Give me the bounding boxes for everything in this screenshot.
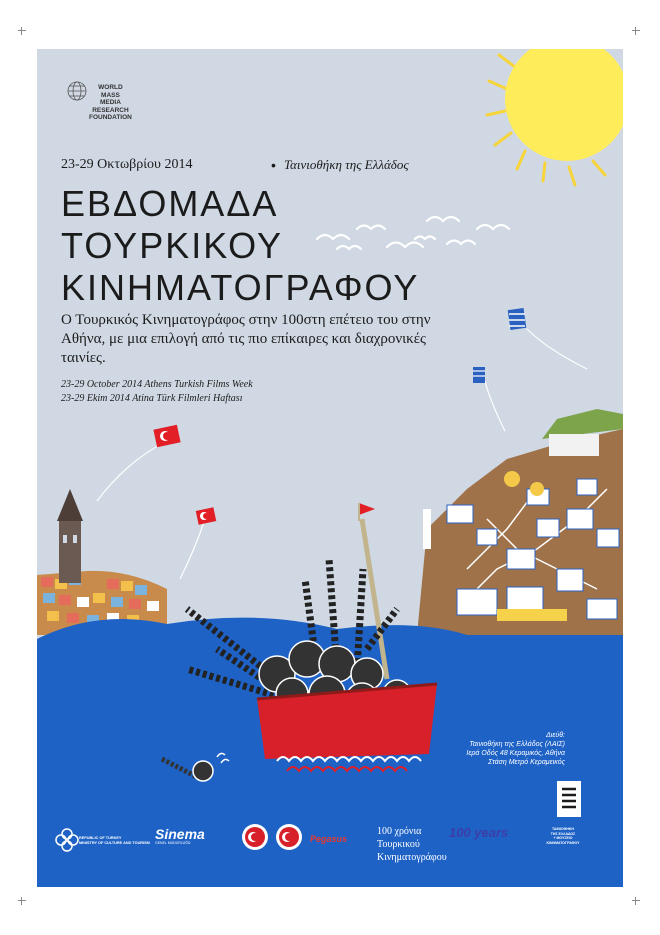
windmill-icon	[530, 482, 544, 496]
greek-kite-icon	[473, 367, 485, 383]
ministry-logo-text: REPUBLIC OF TURKEY MINISTRY OF CULTURE AND TOURISM	[79, 836, 150, 845]
address-label: Διεύθ:	[546, 732, 565, 739]
acropolis-icon	[549, 434, 599, 456]
kite-string	[485, 381, 505, 431]
athens-hillside	[417, 409, 623, 635]
event-venue: Ταινιοθήκη της Ελλάδος	[284, 157, 409, 172]
title-line-1: ΕΒΔΟΜΑΔΑ	[61, 183, 279, 224]
globe-icon	[68, 82, 86, 100]
windmill-icon	[504, 471, 520, 487]
kite-string	[527, 329, 587, 369]
airline-logo: Pegasus	[310, 834, 348, 844]
sinema-logo: Sinema	[155, 826, 205, 842]
venue-address	[395, 731, 565, 767]
galata-tower-icon	[57, 489, 83, 583]
sponsor-logos	[37, 809, 623, 869]
greek-kite-icon	[508, 308, 527, 330]
turkish-kite-icon	[153, 425, 180, 448]
title-line-3: ΚΙΝΗΜΑΤΟΓΡΑΦΟΥ	[61, 267, 420, 308]
film-week-poster	[37, 49, 623, 887]
event-dates: 23-29 Οκτωβρίου 2014	[61, 157, 193, 172]
header-separator: •	[271, 157, 276, 173]
sinema-logo-subtitle: GENEL MÜDÜRLÜĞÜ	[155, 841, 191, 845]
lighthouse-icon	[423, 509, 431, 549]
istanbul-city	[37, 489, 167, 635]
subtitle-turkish: 23-29 Ekim 2014 Atina Türk Filmleri Haftası	[61, 393, 243, 404]
tainiothiki-logo-text: ΤΑΙΝΙΟΘΗΚΗ ΤΗΣ ΕΛΛΑΔΟΣ + ΜΟΥΣΕΙΟ ΚΙΝΗΜΑΤΟΓΡΑΦΟΥ	[546, 827, 580, 845]
event-description: Ο Τουρκικός Κινηματογράφος στην 100στη επέτειο του στην Αθήνα, με μια επιλογή από τις πιο επίκαιρες και διαχρονικές ταινίες.	[61, 312, 431, 366]
seagulls	[317, 217, 509, 249]
centenary-text: 100 χρόνια Τουρκικού Κινηματογράφου	[377, 826, 447, 863]
turkish-kite-icon	[196, 507, 217, 524]
foundation-name: WORLD MASS MEDIA RESEARCH FOUNDATION	[89, 84, 132, 121]
subtitle-english: 23-29 October 2014 Athens Turkish Films Week	[61, 379, 253, 390]
crop-mark-bottom-left	[18, 897, 26, 905]
sun-icon	[487, 49, 623, 185]
centenary-logo: 100 years	[449, 825, 509, 840]
kite-string	[97, 441, 167, 501]
crop-mark-bottom-right	[632, 897, 640, 905]
address-line-1: Ταινιοθήκη της Ελλάδος (ΛΑΙΣ)	[469, 741, 565, 748]
address-line-3: Στάση Μετρό Κεραμεικός	[488, 759, 565, 766]
kite-string	[180, 519, 205, 579]
crop-mark-top-left	[18, 27, 26, 35]
crop-mark-top-right	[632, 27, 640, 35]
address-line-2: Ιερά Οδός 48 Κεραμικός, Αθήνα	[466, 750, 565, 757]
title-line-2: ΤΟΥΡΚΙΚΟΥ	[61, 225, 283, 266]
